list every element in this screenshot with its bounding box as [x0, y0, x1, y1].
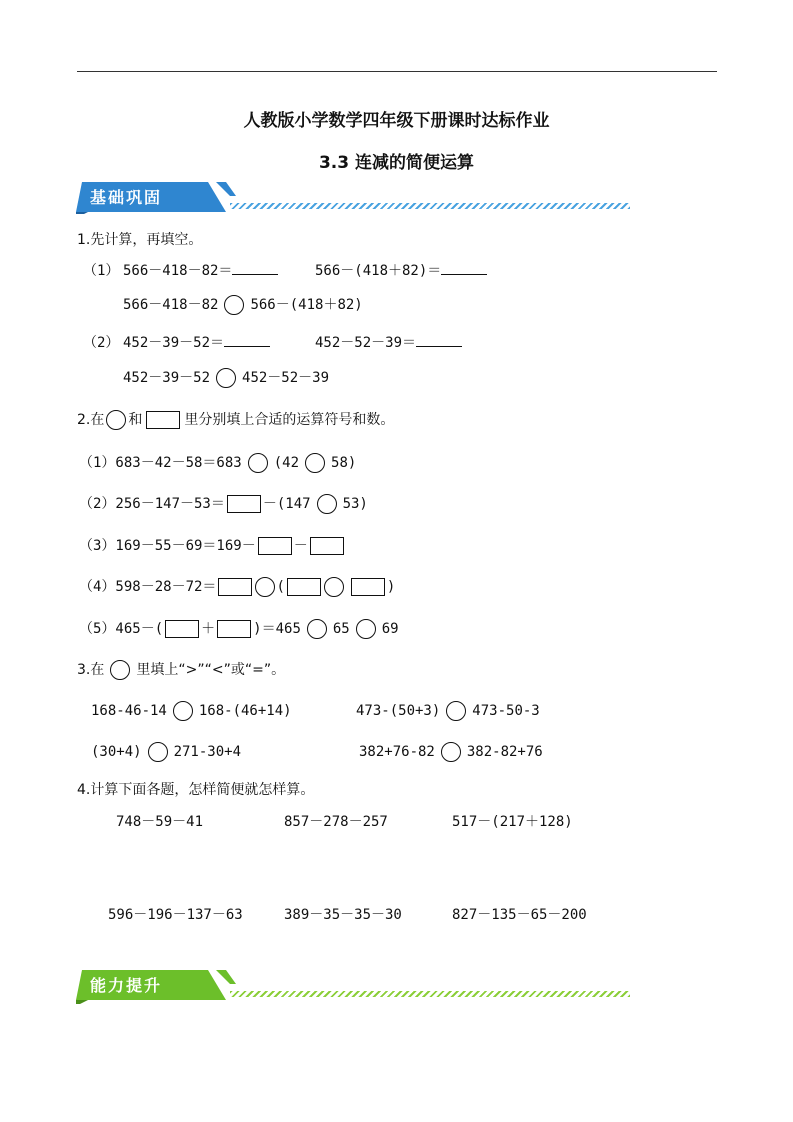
answer-blank[interactable]: [441, 260, 487, 275]
q1-p1-a: [123, 260, 278, 280]
answer-box[interactable]: [217, 620, 251, 638]
q2-i3-b: －: [293, 538, 308, 554]
q1-p2-c-left: 452－39－52: [123, 370, 211, 386]
q1-p2-b: [315, 332, 462, 352]
answer-circle[interactable]: [255, 577, 275, 597]
q3-a-left: 168-46-14: [91, 703, 167, 719]
q4-expr: 827－135－65－200: [452, 907, 587, 923]
page-title: 人教版小学数学四年级下册课时达标作业: [243, 111, 550, 131]
circle-icon: [110, 660, 130, 680]
answer-blank[interactable]: [416, 332, 462, 347]
compare-circle[interactable]: [173, 701, 193, 721]
q4-expr: 596－196－137－63: [108, 907, 243, 923]
q1-p2-compare: [123, 367, 329, 388]
q1-p1-b: [315, 260, 487, 280]
q4-expr: 389－35－35－30: [284, 907, 402, 923]
q2-i2-c: 53): [342, 496, 368, 512]
box-icon: [146, 411, 180, 429]
q2-i1-c: 58): [331, 455, 357, 471]
q3-stem: [77, 659, 285, 680]
answer-box[interactable]: [258, 537, 292, 555]
q3-a: [91, 701, 292, 721]
answer-box[interactable]: [287, 578, 321, 596]
q2-i1-b: (42: [273, 455, 300, 471]
q2-i1-a: （1）683－42－58＝683: [79, 455, 242, 471]
q2-item-3: [79, 535, 346, 555]
q1-p1-c-right: 566－(418＋82): [250, 297, 363, 313]
q2-i4-b: (: [276, 579, 285, 595]
compare-circle[interactable]: [441, 742, 461, 762]
compare-circle[interactable]: [216, 368, 236, 388]
q1-p2-label: （2）: [83, 335, 120, 351]
answer-box[interactable]: [351, 578, 385, 596]
q3-stem-a: 3.在: [77, 662, 105, 678]
q1-p1-compare: [123, 294, 363, 315]
q2-stem-b: 和: [128, 412, 143, 428]
q4-stem: 4.计算下面各题，怎样简便就怎样算。: [77, 782, 315, 798]
q2-item-4: [79, 576, 395, 597]
q2-item-2: [79, 493, 368, 514]
answer-circle[interactable]: [305, 453, 325, 473]
section-banner-basic: [76, 182, 636, 214]
q1-p1-label: （1）: [83, 263, 120, 279]
compare-circle[interactable]: [148, 742, 168, 762]
q1-p2-c-right: 452－52－39: [242, 370, 330, 386]
q1-p1-a-text: 566－418－82＝: [123, 263, 233, 279]
q2-i5-d: 65: [332, 621, 350, 637]
q1-p2-a: [123, 332, 270, 352]
q2-i3-a: （3）169－55－69＝169－: [79, 538, 256, 554]
page-subtitle: 3.3 连减的简便运算: [318, 153, 475, 173]
answer-circle[interactable]: [317, 494, 337, 514]
q2-item-1: [79, 452, 356, 473]
q3-c-left: (30+4): [91, 744, 142, 760]
q1-p2-b-text: 452－52－39＝: [315, 335, 417, 351]
q2-i5-b: ＋: [201, 621, 216, 637]
answer-box[interactable]: [165, 620, 199, 638]
q4-expr: 517－(217＋128): [452, 814, 573, 830]
q3-c: [91, 742, 241, 762]
compare-circle[interactable]: [446, 701, 466, 721]
answer-circle[interactable]: [248, 453, 268, 473]
answer-box[interactable]: [227, 495, 261, 513]
q2-stem-a: 2.在: [77, 412, 105, 428]
q3-d: [359, 742, 543, 762]
q1-stem: 1.先计算，再填空。: [77, 232, 203, 248]
q2-i5-e: 69: [381, 621, 399, 637]
q3-d-right: 382-82+76: [466, 744, 543, 760]
banner-stripes: [230, 991, 630, 997]
q2-i4-c: ): [386, 579, 396, 595]
q2-i5-a: （5）465－(: [79, 621, 164, 637]
q3-b-right: 473-50-3: [472, 703, 540, 719]
q4-expr: 857－278－257: [284, 814, 388, 830]
q3-b-left: 473-(50+3): [356, 703, 441, 719]
answer-circle[interactable]: [307, 619, 327, 639]
q2-i4-a: （4）598－28－72＝: [79, 579, 217, 595]
q2-i2-b: －(147: [262, 496, 311, 512]
answer-box[interactable]: [218, 578, 252, 596]
q3-c-right: 271-30+4: [173, 744, 242, 760]
q2-stem-c: 里分别填上合适的运算符号和数。: [184, 412, 395, 428]
section-label-advanced: 能力提升: [90, 976, 163, 995]
q1-p2-a-text: 452－39－52＝: [123, 335, 225, 351]
q4-expr: 748－59－41: [116, 814, 204, 830]
q2-stem: [77, 409, 394, 430]
section-label-basic: 基础巩固: [90, 188, 163, 207]
answer-circle[interactable]: [324, 577, 344, 597]
q3-stem-b: 里填上“>”“<”或“=”。: [136, 662, 286, 678]
q2-item-5: [79, 618, 399, 639]
q2-i5-c: )＝465: [253, 621, 301, 637]
answer-blank[interactable]: [232, 260, 278, 275]
q2-i2-a: （2）256－147－53＝: [79, 496, 225, 512]
section-banner-advanced: [76, 970, 636, 1002]
q3-a-right: 168-(46+14): [198, 703, 292, 719]
answer-blank[interactable]: [224, 332, 270, 347]
q1-p1-b-text: 566－(418＋82)＝: [315, 263, 442, 279]
answer-box[interactable]: [310, 537, 344, 555]
q1-p1-c-left: 566－418－82: [123, 297, 219, 313]
answer-circle[interactable]: [356, 619, 376, 639]
q3-b: [356, 701, 540, 721]
circle-icon: [106, 410, 126, 430]
header-rule: [77, 71, 717, 72]
compare-circle[interactable]: [224, 295, 244, 315]
banner-stripes: [230, 203, 630, 209]
q3-d-left: 382+76-82: [359, 744, 435, 760]
